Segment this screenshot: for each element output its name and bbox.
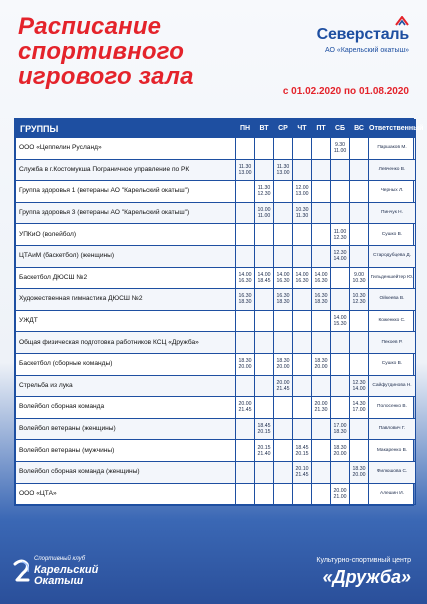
table-row	[16, 159, 416, 181]
schedule-period: с 01.02.2020 по 01.08.2020	[282, 86, 409, 97]
time-cell	[331, 483, 350, 505]
time-cell	[350, 461, 369, 483]
time-value: 16.30	[238, 293, 252, 300]
time-cell	[293, 353, 312, 375]
time-cell	[350, 202, 369, 224]
time-cell	[274, 353, 293, 375]
table-header-row	[16, 120, 416, 138]
time-cell	[236, 375, 255, 397]
responsible-cell: Коженкко С.	[369, 310, 416, 332]
table-row	[16, 353, 416, 375]
time-cell	[350, 267, 369, 289]
time-cell	[236, 224, 255, 246]
time-value: 11.00	[333, 228, 347, 235]
time-value: 21.45	[276, 385, 290, 392]
club-name	[34, 565, 98, 587]
time-value: 20.00	[276, 379, 290, 386]
time-cell	[293, 224, 312, 246]
time-cell	[274, 483, 293, 505]
time-value: 14.00	[314, 271, 328, 278]
time-cell	[274, 267, 293, 289]
time-value: 12.00	[295, 185, 309, 192]
time-value: 18.45	[295, 444, 309, 451]
time-cell	[312, 483, 331, 505]
time-cell	[255, 461, 274, 483]
time-value: 13.00	[238, 169, 252, 176]
time-value: 21.45	[238, 407, 252, 414]
time-cell	[312, 461, 331, 483]
group-name-cell: Волейбол ветераны (мужчины)	[16, 440, 236, 462]
time-cell	[293, 289, 312, 311]
responsible-cell: Алешин И.	[369, 483, 416, 505]
time-cell	[312, 289, 331, 311]
time-cell	[274, 181, 293, 203]
group-name-cell: УЖДТ	[16, 310, 236, 332]
group-name-cell: ООО «ЦТА»	[16, 483, 236, 505]
responsible-cell: Пекоев Р.	[369, 332, 416, 354]
time-cell	[331, 138, 350, 160]
time-value: 12.30	[352, 379, 366, 386]
time-cell	[274, 418, 293, 440]
time-cell	[312, 138, 331, 160]
group-name-cell: Общая физическая подготовка работников КСЦ «Дружба»	[16, 332, 236, 354]
responsible-cell: Гильденшейтер Ю.	[369, 267, 416, 289]
time-value: 18.30	[238, 358, 252, 365]
time-cell	[255, 245, 274, 267]
time-value: 9.00	[353, 271, 365, 278]
time-cell	[331, 159, 350, 181]
time-cell	[312, 202, 331, 224]
time-cell	[255, 332, 274, 354]
time-cell	[255, 202, 274, 224]
time-cell	[350, 310, 369, 332]
time-value: 9.30	[334, 142, 346, 149]
time-value: 10.30	[352, 277, 366, 284]
time-cell	[312, 245, 331, 267]
group-name-cell: Стрельба из лука	[16, 375, 236, 397]
time-cell	[236, 289, 255, 311]
time-value: 20.15	[257, 429, 271, 436]
severstal-logo	[299, 22, 409, 54]
time-cell	[274, 397, 293, 419]
time-value: 14.00	[295, 271, 309, 278]
time-value: 20.00	[333, 450, 347, 457]
time-cell	[350, 483, 369, 505]
group-name-cell: Группа здоровья 1 (ветераны АО "Карельский окатыш")	[16, 181, 236, 203]
col-header-thu: ЧТ	[293, 120, 312, 138]
col-header-tue: ВТ	[255, 120, 274, 138]
time-cell	[274, 310, 293, 332]
time-cell	[274, 289, 293, 311]
time-value: 18.30	[333, 444, 347, 451]
time-cell	[255, 418, 274, 440]
time-cell	[350, 440, 369, 462]
time-cell	[331, 224, 350, 246]
time-cell	[293, 245, 312, 267]
col-header-sun: ВС	[350, 120, 369, 138]
table-row	[16, 289, 416, 311]
time-cell	[255, 397, 274, 419]
time-cell	[312, 353, 331, 375]
time-value: 14.00	[257, 271, 271, 278]
time-cell	[331, 418, 350, 440]
responsible-cell: Черных Л.	[369, 181, 416, 203]
table-row	[16, 418, 416, 440]
center-name: «Дружба»	[322, 567, 411, 587]
time-value: 20.10	[295, 466, 309, 473]
time-cell	[255, 375, 274, 397]
group-name-cell: ООО «Цеппелин Русланд»	[16, 138, 236, 160]
time-value: 21.00	[333, 493, 347, 500]
time-cell	[274, 461, 293, 483]
table-row	[16, 245, 416, 267]
table-row	[16, 375, 416, 397]
time-value: 20.00	[238, 364, 252, 371]
time-cell	[293, 375, 312, 397]
col-header-groups: ГРУППЫ	[16, 120, 236, 138]
time-value: 21.40	[257, 450, 271, 457]
time-cell	[350, 245, 369, 267]
time-cell	[255, 224, 274, 246]
center-logo	[316, 557, 411, 588]
time-cell	[331, 310, 350, 332]
time-cell	[293, 159, 312, 181]
group-name-cell: Баскетбол (сборные команды)	[16, 353, 236, 375]
club-name-line-2: Окатыш	[34, 575, 84, 587]
time-value: 20.00	[238, 401, 252, 408]
time-cell	[312, 159, 331, 181]
time-value: 18.30	[276, 358, 290, 365]
col-header-responsible: Ответственный	[369, 120, 416, 138]
time-cell	[236, 267, 255, 289]
time-cell	[350, 289, 369, 311]
time-cell	[236, 461, 255, 483]
time-cell	[255, 267, 274, 289]
time-cell	[331, 267, 350, 289]
time-cell	[312, 440, 331, 462]
club-mark-icon	[12, 558, 32, 584]
time-value: 10.30	[295, 207, 309, 214]
time-value: 16.30	[276, 293, 290, 300]
time-cell	[293, 461, 312, 483]
severstal-mark-icon	[395, 16, 409, 26]
time-cell	[312, 375, 331, 397]
responsible-cell: Макаренко В.	[369, 440, 416, 462]
col-header-fri: ПТ	[312, 120, 331, 138]
time-value: 12.30	[333, 234, 347, 241]
time-cell	[350, 375, 369, 397]
group-name-cell: Волейбол сборная команда (женщины)	[16, 461, 236, 483]
time-cell	[350, 418, 369, 440]
title-line-3: игрового зала	[18, 63, 194, 90]
time-value: 20.00	[276, 364, 290, 371]
time-value: 20.15	[295, 450, 309, 457]
responsible-cell: Павлович Г.	[369, 418, 416, 440]
time-cell	[255, 353, 274, 375]
time-value: 14.00	[276, 271, 290, 278]
time-value: 11.30	[295, 213, 309, 220]
time-cell	[236, 353, 255, 375]
time-cell	[255, 181, 274, 203]
time-cell	[312, 418, 331, 440]
time-value: 18.30	[276, 299, 290, 306]
time-value: 16.30	[238, 277, 252, 284]
col-header-mon: ПН	[236, 120, 255, 138]
time-value: 20.00	[333, 487, 347, 494]
time-value: 12.30	[257, 191, 271, 198]
title-line-2: спортивного	[18, 38, 185, 65]
time-cell	[331, 375, 350, 397]
center-caption: Культурно-спортивный центр	[316, 557, 411, 564]
time-value: 10.30	[352, 293, 366, 300]
time-cell	[274, 159, 293, 181]
time-cell	[274, 202, 293, 224]
table-row	[16, 181, 416, 203]
time-cell	[274, 440, 293, 462]
time-cell	[350, 224, 369, 246]
time-cell	[236, 418, 255, 440]
time-value: 20.00	[314, 401, 328, 408]
time-cell	[255, 440, 274, 462]
time-cell	[350, 332, 369, 354]
time-cell	[236, 245, 255, 267]
time-cell	[236, 483, 255, 505]
time-cell	[312, 332, 331, 354]
time-cell	[293, 332, 312, 354]
table-row	[16, 483, 416, 505]
time-value: 17.00	[352, 407, 366, 414]
time-value: 16.30	[314, 277, 328, 284]
responsible-cell: Сайфутдинова Н.	[369, 375, 416, 397]
time-value: 14.00	[333, 256, 347, 263]
time-cell	[331, 202, 350, 224]
responsible-cell: Стародубцева Д.	[369, 245, 416, 267]
time-value: 18.30	[352, 466, 366, 473]
time-cell	[274, 245, 293, 267]
time-cell	[293, 483, 312, 505]
schedule-table	[14, 118, 424, 506]
time-cell	[331, 461, 350, 483]
time-cell	[255, 138, 274, 160]
group-name-cell: Баскетбол ДЮСШ №2	[16, 267, 236, 289]
time-cell	[293, 202, 312, 224]
time-value: 18.30	[238, 299, 252, 306]
time-value: 10.00	[257, 207, 271, 214]
time-value: 11.00	[257, 213, 271, 220]
col-header-sat: СБ	[331, 120, 350, 138]
time-cell	[350, 353, 369, 375]
time-cell	[255, 310, 274, 332]
time-value: 16.30	[295, 277, 309, 284]
time-value: 11.00	[333, 148, 347, 155]
group-name-cell: Художественная гимнастика ДЮСШ №2	[16, 289, 236, 311]
time-cell	[236, 181, 255, 203]
table-row	[16, 440, 416, 462]
time-value: 14.00	[352, 385, 366, 392]
table-row	[16, 224, 416, 246]
responsible-cell: Филюшова С.	[369, 461, 416, 483]
time-cell	[350, 138, 369, 160]
page-title	[18, 14, 194, 89]
time-value: 14.00	[238, 271, 252, 278]
time-cell	[350, 159, 369, 181]
time-cell	[312, 397, 331, 419]
time-cell	[274, 138, 293, 160]
time-value: 11.30	[276, 163, 290, 170]
schedule-body	[16, 138, 416, 505]
time-cell	[312, 224, 331, 246]
time-value: 18.45	[257, 423, 271, 430]
time-value: 12.30	[333, 250, 347, 257]
responsible-cell: Полосенко В.	[369, 397, 416, 419]
time-cell	[350, 397, 369, 419]
club-name-line-1: Карельский	[34, 564, 99, 576]
time-cell	[293, 397, 312, 419]
table-row	[16, 397, 416, 419]
time-value: 17.00	[333, 423, 347, 430]
table-row	[16, 267, 416, 289]
responsible-cell: Пинчук Н.	[369, 202, 416, 224]
time-cell	[274, 332, 293, 354]
time-cell	[331, 289, 350, 311]
time-cell	[293, 138, 312, 160]
time-value: 11.30	[257, 185, 271, 192]
time-cell	[331, 353, 350, 375]
title-line-1: Расписание	[18, 13, 162, 40]
time-cell	[312, 310, 331, 332]
responsible-cell: Сушко В.	[369, 353, 416, 375]
time-value: 15.30	[333, 321, 347, 328]
time-cell	[331, 440, 350, 462]
time-value: 13.00	[276, 169, 290, 176]
time-cell	[293, 440, 312, 462]
time-cell	[255, 483, 274, 505]
time-value: 14.00	[333, 315, 347, 322]
logo-subtitle: АО «Карельский окатыш»	[325, 47, 409, 54]
time-cell	[236, 397, 255, 419]
time-cell	[255, 289, 274, 311]
group-name-cell: УПКиО (волейбол)	[16, 224, 236, 246]
time-cell	[236, 159, 255, 181]
time-value: 14.30	[352, 401, 366, 408]
time-value: 18.30	[333, 429, 347, 436]
responsible-cell: Паршаков М.	[369, 138, 416, 160]
time-value: 21.30	[314, 407, 328, 414]
time-cell	[331, 181, 350, 203]
time-cell	[293, 267, 312, 289]
time-value: 16.30	[276, 277, 290, 284]
responsible-cell: Ойкеева В.	[369, 289, 416, 311]
time-cell	[274, 224, 293, 246]
logo-name: Северсталь	[316, 26, 409, 43]
col-header-wed: СР	[274, 120, 293, 138]
time-cell	[331, 332, 350, 354]
time-cell	[236, 138, 255, 160]
time-cell	[236, 310, 255, 332]
time-cell	[293, 418, 312, 440]
table-row	[16, 461, 416, 483]
table-row	[16, 310, 416, 332]
time-cell	[293, 181, 312, 203]
club-caption: Спортивный клуб	[34, 556, 86, 562]
time-value: 20.00	[314, 364, 328, 371]
time-cell	[274, 375, 293, 397]
time-cell	[312, 267, 331, 289]
group-name-cell: Служба в г.Костомукша Пограничное управление по РК	[16, 159, 236, 181]
time-cell	[236, 440, 255, 462]
time-cell	[236, 202, 255, 224]
time-cell	[236, 332, 255, 354]
time-value: 20.15	[257, 444, 271, 451]
time-value: 18.30	[314, 299, 328, 306]
time-cell	[331, 397, 350, 419]
group-name-cell: Группа здоровья 3 (ветераны АО "Карельский окатыш")	[16, 202, 236, 224]
time-value: 18.45	[257, 277, 271, 284]
time-value: 20.00	[352, 472, 366, 479]
table-row	[16, 138, 416, 160]
time-value: 16.30	[314, 293, 328, 300]
time-value: 21.45	[295, 472, 309, 479]
group-name-cell: Волейбол сборная команда	[16, 397, 236, 419]
time-value: 12.30	[352, 299, 366, 306]
responsible-cell: Сушко В.	[369, 224, 416, 246]
time-cell	[293, 310, 312, 332]
time-cell	[331, 245, 350, 267]
time-value: 13.00	[295, 191, 309, 198]
time-value: 11.30	[238, 163, 252, 170]
table-row	[16, 332, 416, 354]
group-name-cell: Волейбол ветераны (женщины)	[16, 418, 236, 440]
group-name-cell: ЦТАиМ (баскетбол) (женщины)	[16, 245, 236, 267]
time-cell	[255, 159, 274, 181]
time-cell	[350, 181, 369, 203]
time-value: 18.30	[314, 358, 328, 365]
table-row	[16, 202, 416, 224]
time-cell	[312, 181, 331, 203]
responsible-cell: Левченко В.	[369, 159, 416, 181]
